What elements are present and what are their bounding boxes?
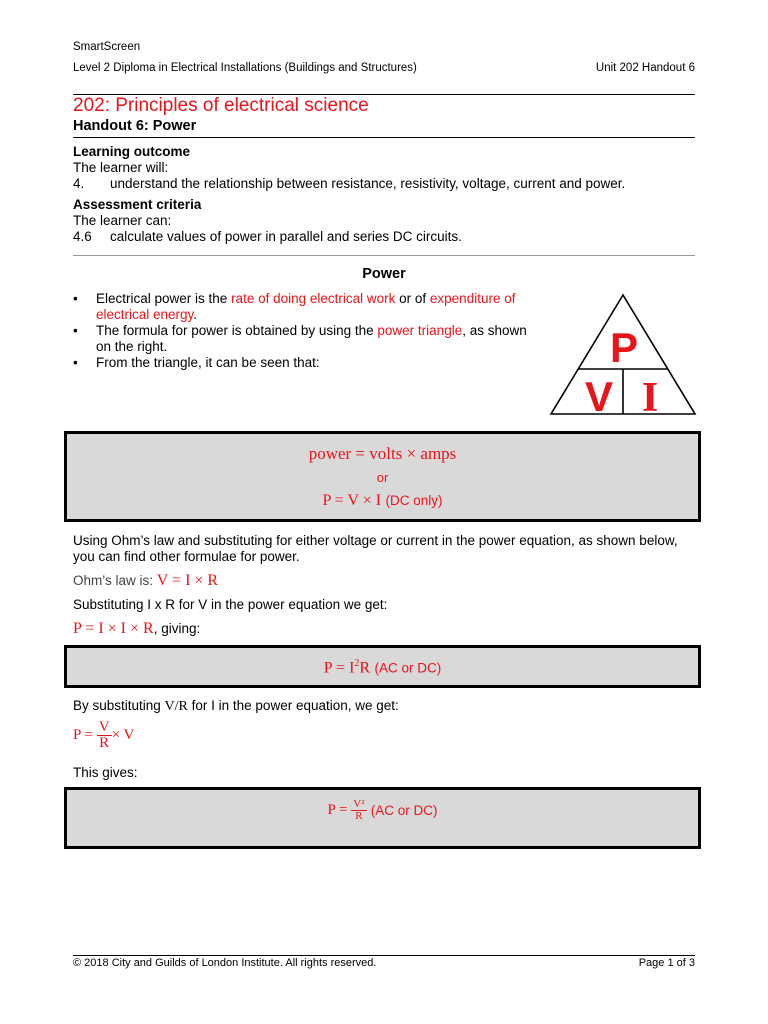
triangle-v-label: V bbox=[584, 373, 614, 417]
copyright-text: © 2018 City and Guilds of London Institute. All rights reserved. bbox=[73, 957, 377, 969]
substitution-text-2: By substituting V/R for I in the power equation, we get: bbox=[73, 698, 399, 714]
assessment-criteria-heading: Assessment criteria bbox=[73, 197, 202, 212]
unit-label: Unit 202 Handout 6 bbox=[595, 62, 695, 74]
i-squared-r-box bbox=[64, 645, 701, 688]
bullet-icon: • bbox=[73, 323, 78, 338]
title-divider bbox=[73, 137, 695, 138]
triangle-p-label: P bbox=[609, 324, 639, 371]
list-item: • The formula for power is obtained by using the power triangle, as shown on the right. bbox=[73, 323, 527, 354]
learning-outcome-heading: Learning outcome bbox=[73, 144, 191, 159]
or-label: or bbox=[376, 470, 389, 485]
v-squared-over-r-box bbox=[64, 787, 701, 849]
learning-outcome-intro: The learner will: bbox=[73, 160, 169, 175]
page-subtitle: Handout 6: Power bbox=[73, 118, 197, 134]
v-squared-over-r-equation: P = $\frac{\text{V²}}{R}$ (AC or DC) bbox=[327, 798, 438, 822]
triangle-i-label: I bbox=[641, 375, 659, 417]
pirr-line: P = I × I × R, giving: bbox=[73, 620, 201, 637]
section-divider bbox=[73, 255, 695, 256]
i-squared-r-equation: $P = I^2R$ (AC or DC) bbox=[323, 658, 442, 677]
assessment-criteria-text: calculate values of power in parallel and series DC circuits. bbox=[110, 229, 462, 244]
ohms-intro-paragraph: Using Ohm’s law and substituting for either voltage or current in the power equation, as shown below, you can find other formulae for power. bbox=[73, 533, 678, 564]
power-formula-box bbox=[64, 431, 701, 522]
bullet-icon: • bbox=[73, 355, 78, 370]
page-title: 202: Principles of electrical science bbox=[73, 95, 369, 116]
list-item: • From the triangle, it can be seen that: bbox=[73, 355, 320, 370]
bullet-icon: • bbox=[73, 291, 78, 306]
power-bullet-list bbox=[73, 291, 543, 371]
assessment-criteria-intro: The learner can: bbox=[73, 213, 172, 228]
course-title: Level 2 Diploma in Electrical Installations (Buildings and Structures) bbox=[73, 62, 417, 74]
pvi-equation: P = V × I (DC only) bbox=[322, 492, 443, 509]
brand-label: SmartScreen bbox=[73, 41, 141, 53]
footer-divider bbox=[73, 955, 695, 956]
substitution-text-1: Substituting I x R for V in the power equation we get: bbox=[73, 597, 388, 612]
list-item: • Electrical power is the rate of doing electrical work or of expenditure of electrical energy. bbox=[73, 291, 516, 322]
learning-outcome-number: 4. bbox=[73, 176, 85, 191]
learning-outcome-text: understand the relationship between resistance, resistivity, voltage, current and power. bbox=[110, 176, 626, 191]
ohms-law-line: Ohm’s law is: V = I × R bbox=[73, 572, 219, 589]
page-number: Page 1 of 3 bbox=[638, 957, 695, 969]
section-title: Power bbox=[362, 266, 406, 282]
this-gives-label: This gives: bbox=[73, 765, 138, 780]
assessment-criteria-number: 4.6 bbox=[73, 229, 92, 244]
power-triangle-diagram bbox=[548, 293, 698, 417]
power-volts-amps-equation: power = volts × amps bbox=[308, 444, 457, 463]
pvrv-equation: P = $\frac{V}{R}$ × V bbox=[73, 719, 135, 751]
